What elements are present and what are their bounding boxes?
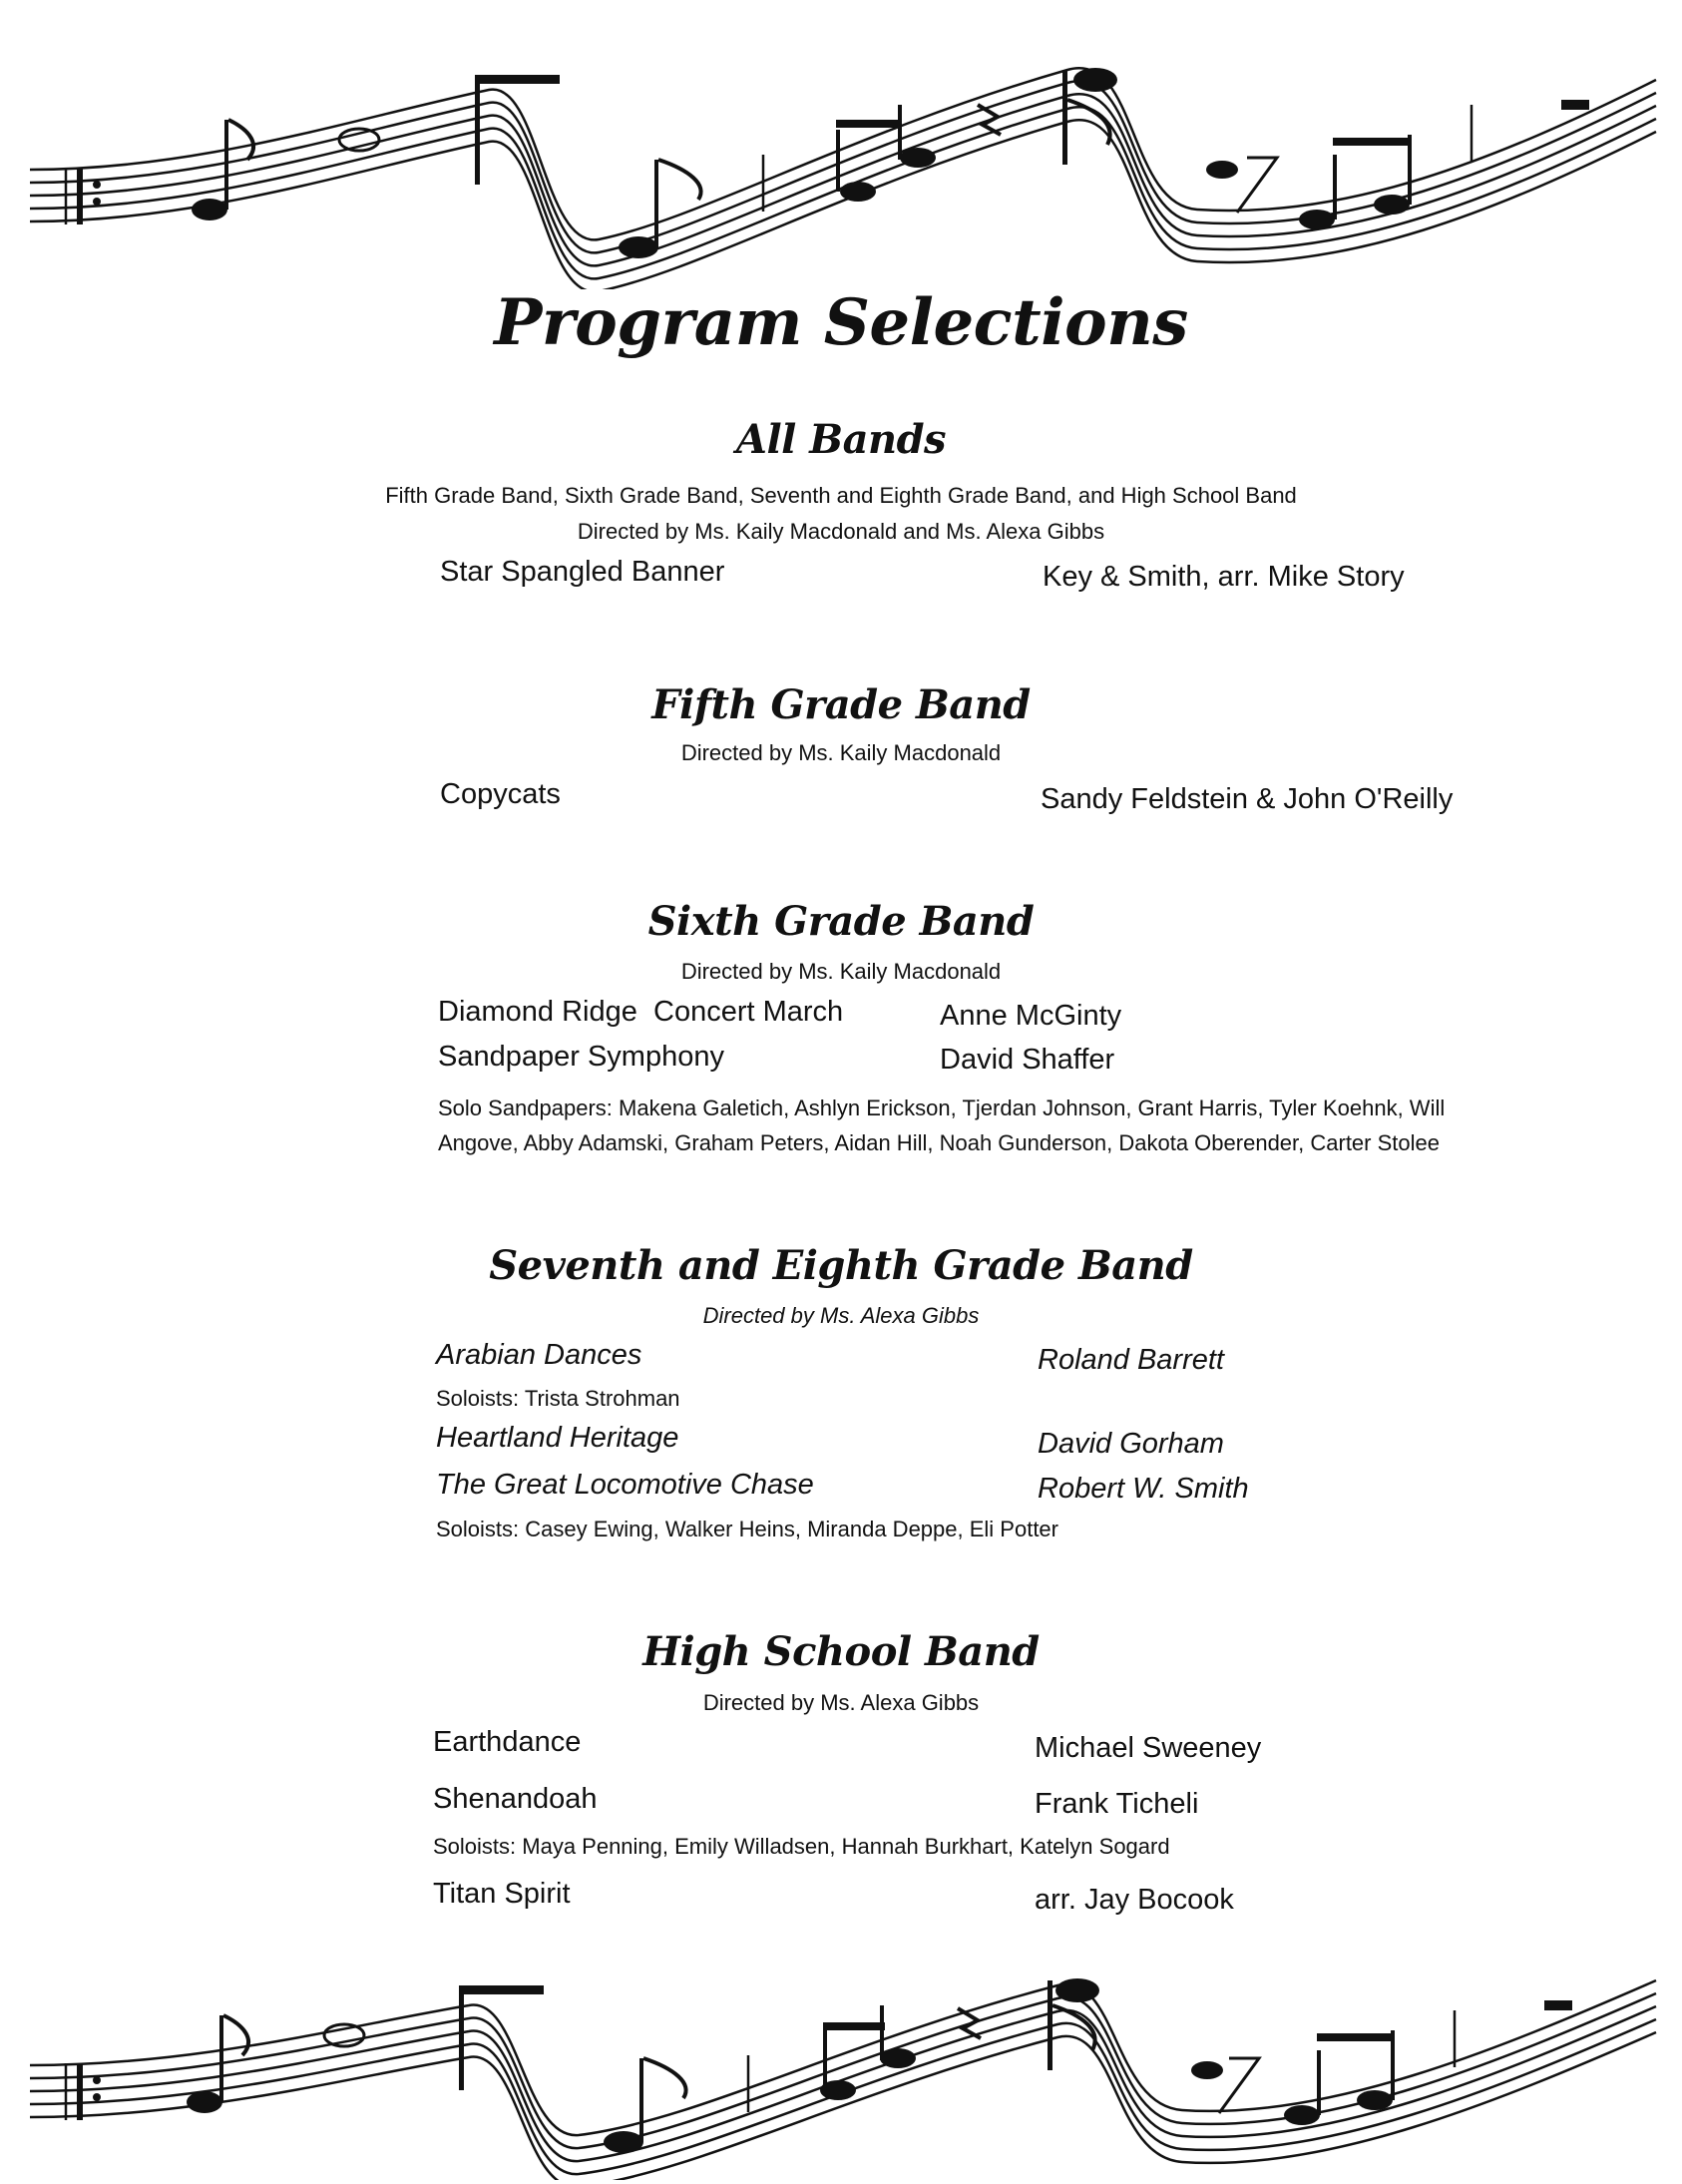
- section-title-all-bands: All Bands: [735, 416, 947, 463]
- piece-title: The Great Locomotive Chase: [436, 1469, 814, 1501]
- piece-title: Heartland Heritage: [436, 1422, 679, 1454]
- sixth-grade-soloists-line1: Solo Sandpapers: Makena Galetich, Ashlyn Erickson, Tjerdan Johnson, Grant Harris, Tyler Koehnk, Will: [438, 1095, 1446, 1120]
- all-bands-line: Fifth Grade Band, Sixth Grade Band, Seventh and Eighth Grade Band, and High School Band: [385, 483, 1297, 508]
- high-school-director: Directed by Ms. Alexa Gibbs: [702, 1690, 980, 1715]
- section-title-seventh-eighth: Seventh and Eighth Grade Band: [489, 1242, 1193, 1289]
- seventh-eighth-soloists-b: Soloists: Casey Ewing, Walker Heins, Miranda Deppe, Eli Potter: [436, 1517, 1058, 1541]
- piece-title: Earthdance: [433, 1726, 582, 1758]
- piece-composer: Michael Sweeney: [1035, 1732, 1262, 1764]
- piece-composer: David Shaffer: [940, 1044, 1115, 1076]
- piece-composer: Roland Barrett: [1038, 1344, 1224, 1376]
- page-title: Program Selections: [494, 285, 1188, 360]
- music-staff-top-icon: [0, 20, 1682, 289]
- piece-composer: Sandy Feldstein & John O'Reilly: [1041, 783, 1454, 815]
- all-bands-director: Directed by Ms. Kaily Macdonald and Ms. Alexa Gibbs: [577, 519, 1105, 544]
- piece-composer: David Gorham: [1038, 1428, 1224, 1460]
- piece-composer: arr. Jay Bocook: [1035, 1884, 1234, 1916]
- piece-title: Star Spangled Banner: [440, 556, 725, 588]
- piece-title: Titan Spirit: [433, 1878, 571, 1910]
- piece-composer: Frank Ticheli: [1035, 1788, 1199, 1820]
- music-staff-bottom-icon: [0, 1931, 1682, 2180]
- seventh-eighth-soloists-a: Soloists: Trista Strohman: [436, 1386, 680, 1411]
- piece-title: Copycats: [440, 778, 561, 810]
- piece-composer: Robert W. Smith: [1038, 1473, 1249, 1505]
- section-title-fifth-grade: Fifth Grade Band: [651, 681, 1031, 728]
- piece-title: Sandpaper Symphony: [438, 1041, 724, 1073]
- fifth-grade-director: Directed by Ms. Kaily Macdonald: [680, 740, 1002, 765]
- sixth-grade-director: Directed by Ms. Kaily Macdonald: [680, 959, 1002, 984]
- piece-title: Diamond Ridge Concert March: [438, 996, 844, 1028]
- piece-title: Arabian Dances: [436, 1339, 642, 1371]
- section-title-sixth-grade: Sixth Grade Band: [647, 898, 1035, 945]
- piece-composer: Key & Smith, arr. Mike Story: [1043, 561, 1405, 593]
- piece-title: Shenandoah: [433, 1783, 598, 1815]
- sixth-grade-soloists-line2: Angove, Abby Adamski, Graham Peters, Aidan Hill, Noah Gunderson, Dakota Oberender, Carter Stolee: [438, 1130, 1440, 1155]
- high-school-soloists: Soloists: Maya Penning, Emily Willadsen, Hannah Burkhart, Katelyn Sogard: [433, 1834, 1170, 1859]
- seventh-eighth-director: Directed by Ms. Alexa Gibbs: [702, 1303, 980, 1328]
- section-title-high-school: High School Band: [642, 1628, 1040, 1675]
- piece-composer: Anne McGinty: [940, 1000, 1122, 1032]
